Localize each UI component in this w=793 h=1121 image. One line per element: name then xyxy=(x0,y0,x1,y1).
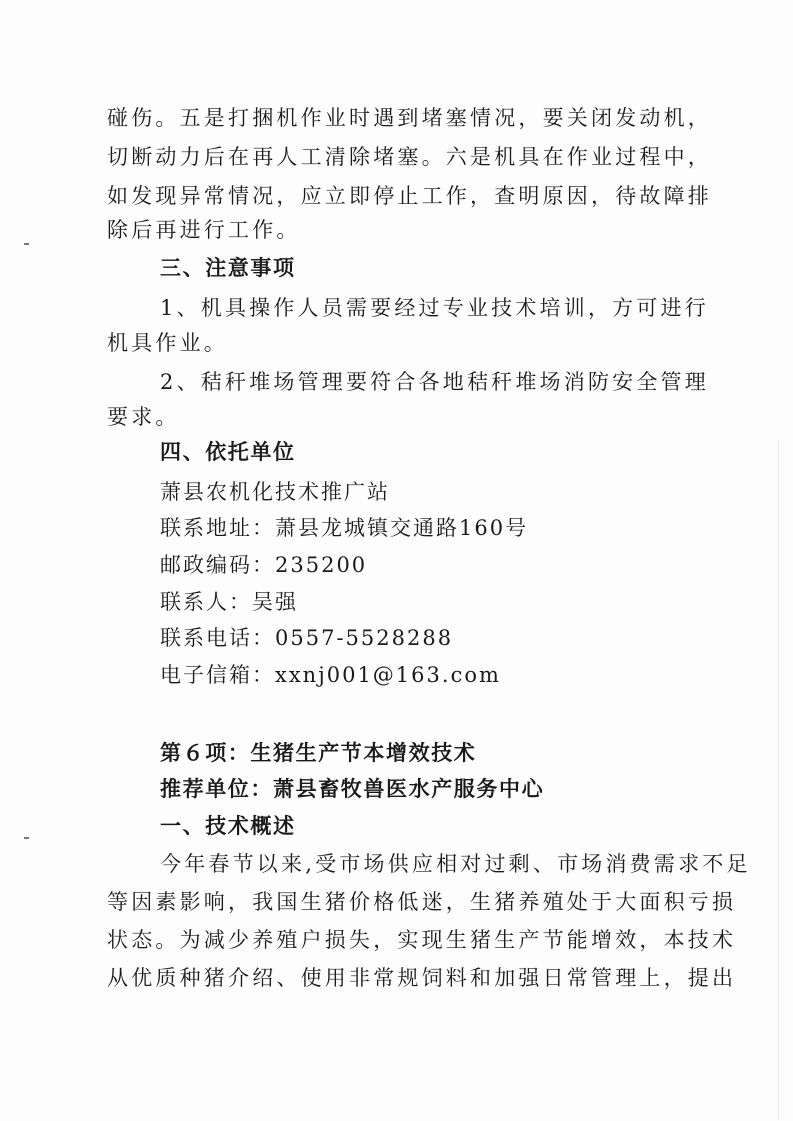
overview-line: 状态。为减少养殖户损失，实现生猪生产节能增效，本技术 xyxy=(107,928,737,952)
paragraph-line: 切断动力后在再人工清除堵塞。六是机具在作业过程中， xyxy=(107,145,712,169)
contact-person: 联系人：吴强 xyxy=(160,590,298,614)
overview-line: 今年春节以来,受市场供应相对过剩、市场消费需求不足 xyxy=(160,852,751,876)
scan-edge-line xyxy=(778,440,779,1120)
paragraph-line: 如发现异常情况，应立即停止工作，查明原因，待故障排 xyxy=(107,184,712,208)
section-heading-notes: 三、注意事项 xyxy=(160,256,296,280)
contact-phone: 联系电话：0557-5528288 xyxy=(160,626,454,650)
paragraph-line: 碰伤。五是打捆机作业时遇到堵塞情况，要关闭发动机， xyxy=(107,106,712,130)
contact-address: 联系地址：萧县龙城镇交通路160号 xyxy=(160,516,529,540)
org-name: 萧县农机化技术推广站 xyxy=(160,480,390,504)
overview-line: 从优质种猪介绍、使用非常规饲料和加强日常管理上，提出 xyxy=(107,966,737,990)
overview-line: 等因素影响，我国生猪价格低迷，生猪养殖处于大面积亏损 xyxy=(107,890,737,914)
scan-mark xyxy=(24,837,29,839)
item-recommender: 推荐单位：萧县畜牧兽医水产服务中心 xyxy=(160,777,545,801)
item-title: 第６项：生猪生产节本增效技术 xyxy=(160,741,477,765)
section-heading-overview: 一、技术概述 xyxy=(160,814,296,838)
notes-item-2-line: 2、秸秆堆场管理要符合各地秸秆堆场消防安全管理 xyxy=(160,370,709,394)
contact-postcode: 邮政编码：235200 xyxy=(160,553,368,577)
section-heading-unit: 四、依托单位 xyxy=(160,440,296,464)
notes-item-1-line: 1、机具操作人员需要经过专业技术培训，方可进行 xyxy=(160,296,709,320)
scan-mark xyxy=(24,243,29,245)
contact-email: 电子信箱：xxnj001@163.com xyxy=(160,663,501,687)
notes-item-2-line: 要求。 xyxy=(107,405,180,429)
paragraph-line: 除后再进行工作。 xyxy=(107,218,301,242)
notes-item-1-line: 机具作业。 xyxy=(107,331,228,355)
